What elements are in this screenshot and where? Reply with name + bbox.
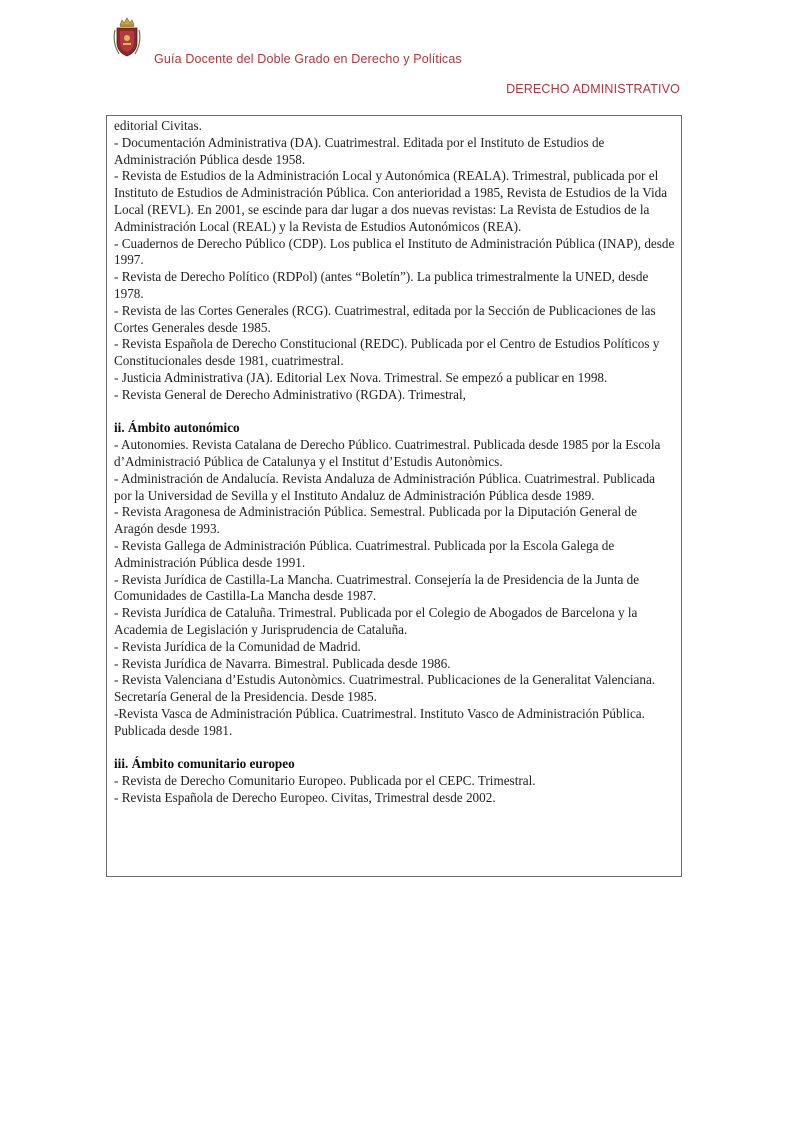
list-item: - Justicia Administrativa (JA). Editorial Lex Nova. Trimestral. Se empezó a publicar en 1998. <box>114 369 608 385</box>
section-label: DERECHO ADMINISTRATIVO <box>506 82 680 96</box>
list-item: - Cuadernos de Derecho Público (CDP). Los publica el Instituto de Administración Pública (INAP), desde 1997. <box>114 235 675 268</box>
header-title: Guía Docente del Doble Grado en Derecho y Políticas <box>154 52 462 66</box>
spacer <box>114 404 675 421</box>
list-item: - Revista Valenciana d’Estudis Autonòmics. Cuatrimestral. Publicaciones de la Generalitat Valenciana. Secretaría General de la Presidencia. Desde 1985. <box>114 672 656 705</box>
eu-list <box>114 773 675 807</box>
list-item: - Revista Jurídica de Navarra. Bimestral. Publicada desde 1986. <box>114 655 451 671</box>
list-item: - Revista de Derecho Comunitario Europeo. Publicada por el CEPC. Trimestral. <box>114 773 536 789</box>
regional-heading: ii. Ámbito autonómico <box>114 420 240 436</box>
content-box <box>106 115 682 877</box>
list-item: -Revista Vasca de Administración Pública. Cuatrimestral. Instituto Vasco de Administración Pública. Publicada desde 1981. <box>114 705 645 738</box>
list-item: editorial Civitas. <box>114 118 202 133</box>
list-item: - Revista Jurídica de Castilla-La Mancha. Cuatrimestral. Consejería la de Presidencia de la Junta de Comunidades de Castilla-La Mancha desde 1987. <box>114 571 640 604</box>
list-item: - Autonomies. Revista Catalana de Derecho Público. Cuatrimestral. Publicada desde 1985 por la Escola d’Administració Pública de Catalunya y el Institut d’Estudis Autonòmics. <box>114 437 661 469</box>
list-item: - Revista Española de Derecho Europeo. Civitas, Trimestral desde 2002. <box>114 789 496 805</box>
list-item: - Revista Española de Derecho Constitucional (REDC). Publicada por el Centro de Estudios Políticos y Constitucionales desde 1981, cuatrimestral. <box>114 336 660 369</box>
university-crest-icon <box>112 16 142 60</box>
list-item: - Revista Aragonesa de Administración Pública. Semestral. Publicada por la Diputación General de Aragón desde 1993. <box>114 504 637 537</box>
list-item: - Revista de Derecho Político (RDPol) (antes “Boletín”). La publica trimestralmente la UNED, desde 1978. <box>114 269 649 301</box>
list-item: - Documentación Administrativa (DA). Cuatrimestral. Editada por el Instituto de Estudios de Administración Pública desde 1958. <box>114 134 605 167</box>
regional-list <box>114 437 675 739</box>
list-item: - Administración de Andalucía. Revista Andaluza de Administración Pública. Cuatrimestral. Publicada por la Universidad de Sevilla y el Instituto Andaluz de Administración Pública desde 1989. <box>114 470 655 503</box>
eu-heading: iii. Ámbito comunitario europeo <box>114 756 295 772</box>
list-item: - Revista Gallega de Administración Pública. Cuatrimestral. Publicada por la Escola Galega de Administración Pública desde 1991. <box>114 537 615 570</box>
list-item: - Revista Jurídica de Cataluña. Trimestral. Publicada por el Colegio de Abogados de Barcelona y la Academia de Legislación y Jurisprudencia de Cataluña. <box>114 605 638 637</box>
list-item: - Revista General de Derecho Administrativo (RGDA). Trimestral, <box>114 386 466 402</box>
list-item: - Revista de las Cortes Generales (RCG). Cuatrimestral, editada por la Sección de Publicaciones de las Cortes Generales desde 1985. <box>114 302 656 335</box>
list-item: - Revista Jurídica de la Comunidad de Madrid. <box>114 638 361 654</box>
spacer <box>114 739 675 756</box>
national-list <box>114 118 675 404</box>
list-item: - Revista de Estudios de la Administración Local y Autonómica (REALA). Trimestral, publicada por el Instituto de Estudios de Administración Pública. Con anterioridad a 1985, Revista de Estudios de la Vida Local (REVL). En 2001, se escinde para dar lugar a dos nuevas revistas: La Revista de Estudios de la Administración Local (REAL) y la Revista de Estudios Autonómicos (REA). <box>114 168 668 234</box>
